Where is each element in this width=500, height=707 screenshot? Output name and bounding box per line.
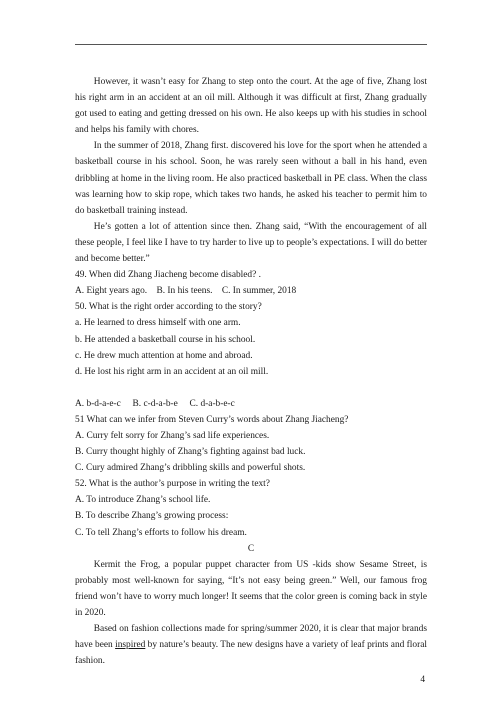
question-50-item-c: c. He drew much attention at home and abroad. [75, 350, 253, 361]
question-52-stem: 52. What is the author’s purpose in writing the text? [75, 479, 270, 490]
spacer [75, 380, 427, 396]
passage-c-p2-text-before: Based on fashion collections made for spring/summer 2020, it is clear that major brands have been [75, 624, 427, 651]
question-52-option-a: A. To introduce Zhang’s school life. [75, 495, 211, 506]
passage-b-paragraph-3: He’s gotten a lot of attention since then. Zhang said, “With the encouragement of all these people, I feel like I have to try harder to live up to people’s expectations. I will do better and become better.” [75, 221, 427, 265]
question-49-options: A. Eight years ago. B. In his teens. C. In summer, 2018 [75, 286, 297, 297]
question-50-item-a: a. He learned to dress himself with one arm. [75, 318, 241, 329]
question-50-item-d: d. He lost his right arm in an accident at an oil mill. [75, 366, 269, 377]
question-49-stem: 49. When did Zhang Jiacheng become disabled? . [75, 270, 261, 281]
question-51-option-b: B. Curry thought highly of Zhang’s fighting against bad luck. [75, 447, 306, 458]
question-50-item-b: b. He attended a basketball course in his school. [75, 334, 256, 345]
question-52-option-b: B. To describe Zhang’s growing process: [75, 511, 229, 522]
passage-b-paragraph-1: However, it wasn’t easy for Zhang to step onto the court. At the age of five, Zhang lost his right arm in an accident at an oil mill. Although it was difficult at first, Zhang gradually got used to eating and getting dressed on his own. He also keeps up with his studies in school and helps his family with chores. [75, 77, 427, 136]
question-50 [75, 299, 427, 412]
passage-c-p2-text-after: by nature’s beauty. The new designs have a variety of leaf prints and floral fashion. [75, 640, 427, 667]
question-51-option-c: C. Cury admired Zhang’s dribbling skills and powerful shots. [75, 463, 306, 474]
page-number: 4 [420, 675, 425, 685]
question-51-option-a: A. Curry felt sorry for Zhang’s sad life experiences. [75, 430, 270, 441]
passage-c-paragraph-1: Kermit the Frog, a popular puppet character from US -kids show Sesame Street, is probably most well-known for saying, “It’s not easy being green.” Well, our famous frog friend won’t have to worry much longer! It seems that the color green is coming back in style in 2020. [75, 559, 427, 618]
passage-c-paragraph-2 [75, 621, 427, 669]
question-52 [75, 476, 427, 540]
question-50-options: A. b-d-a-e-c B. c-d-a-b-e C. d-a-b-e-c [75, 398, 235, 409]
question-50-stem: 50. What is the right order according to the story? [75, 302, 262, 313]
question-52-option-c: C. To tell Zhang’s efforts to follow his dream. [75, 527, 247, 538]
page-content [75, 74, 427, 669]
passage-b-paragraph-2: In the summer of 2018, Zhang first. discovered his love for the sport when he attended a basketball course in his school. Soon, he was rarely seen without a ball in his hand, even dribbling at home in the living room. He also practiced basketball in PE class. When the class was learning how to skip rope, which takes two hands, he asked his teacher to permit him to do basketball training instead. [75, 141, 427, 216]
question-51 [75, 412, 427, 476]
passage-c-heading: C [247, 543, 255, 554]
header-rule [75, 44, 427, 45]
question-49 [75, 267, 427, 299]
underlined-word: inspired [115, 640, 146, 651]
question-51-stem: 51 What can we infer from Steven Curry’s words about Zhang Jiacheng? [75, 414, 349, 425]
